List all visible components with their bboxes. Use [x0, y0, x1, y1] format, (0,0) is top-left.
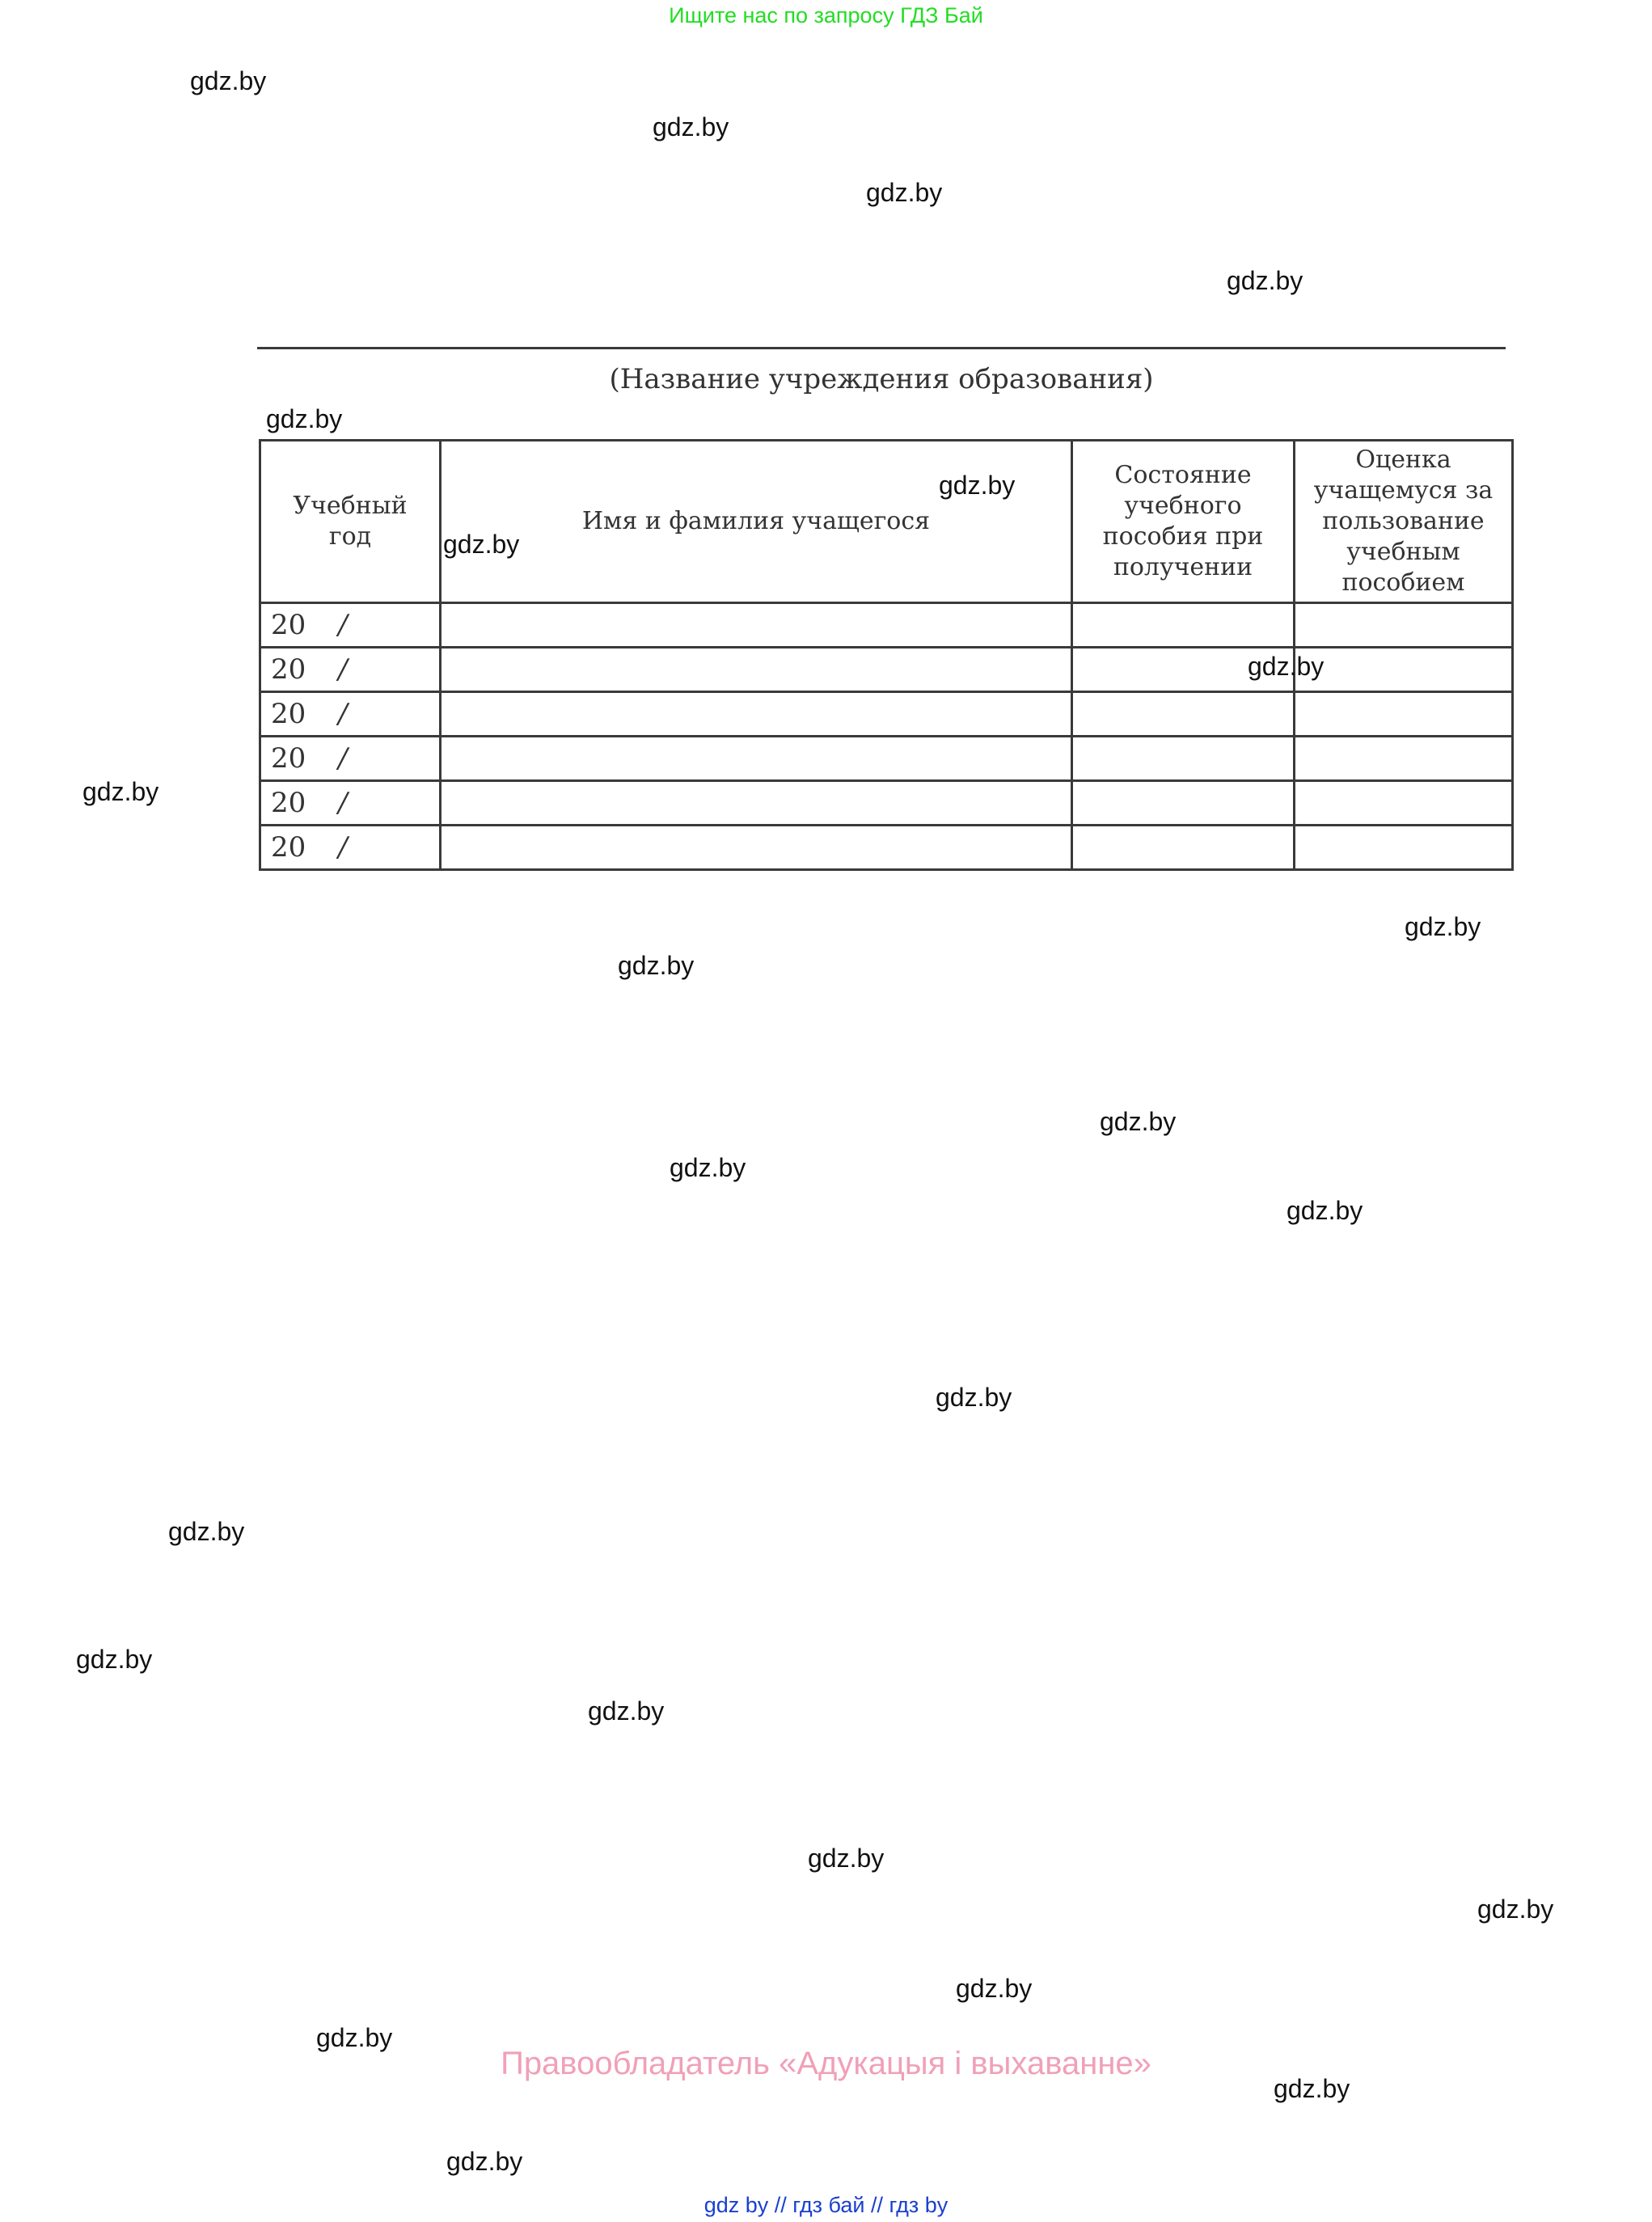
watermark: gdz.by	[1405, 912, 1481, 941]
year-prefix: 20	[271, 698, 306, 730]
watermark: gdz.by	[653, 112, 729, 142]
watermark: gdz.by	[446, 2147, 523, 2176]
copyright-holder: Правообладатель «Адукацыя і выхаванне»	[501, 2046, 1151, 2081]
school-year-cell	[260, 692, 441, 737]
watermark: gdz.by	[1287, 1196, 1363, 1225]
year-prefix: 20	[271, 742, 306, 775]
watermark: gdz.by	[82, 777, 159, 806]
col-header-student-name: Имя и фамилия учащегося	[441, 441, 1072, 603]
institution-caption: (Название учреждения образования)	[609, 363, 1154, 395]
year-slash: /	[338, 609, 348, 641]
watermark: gdz.by	[866, 178, 943, 207]
watermark: gdz.by	[1477, 1895, 1554, 1924]
year-slash: /	[338, 831, 348, 864]
student-name-cell[interactable]	[441, 692, 1072, 737]
grade-cell[interactable]	[1295, 737, 1513, 781]
col-header-condition: Состояние учебного пособия при получении	[1072, 441, 1295, 603]
year-slash: /	[338, 698, 348, 730]
table-row	[260, 826, 1513, 870]
table-row	[260, 603, 1513, 648]
watermark: gdz.by	[588, 1696, 665, 1726]
school-year-cell	[260, 737, 441, 781]
table-row	[260, 692, 1513, 737]
grade-cell[interactable]	[1295, 826, 1513, 870]
grade-cell[interactable]	[1295, 781, 1513, 826]
condition-cell[interactable]	[1072, 737, 1295, 781]
condition-cell[interactable]	[1072, 826, 1295, 870]
year-slash: /	[338, 653, 348, 686]
textbook-usage-table	[259, 439, 1514, 871]
watermark: gdz.by	[939, 471, 1016, 500]
search-banner: Ищите нас по запросу ГДЗ Бай	[669, 3, 983, 27]
watermark: gdz.by	[168, 1517, 245, 1546]
col-header-school-year: Учебный год	[260, 441, 441, 603]
table-row	[260, 737, 1513, 781]
watermark: gdz.by	[443, 530, 520, 559]
col-header-grade: Оценка учащемуся за пользование учебным пособием	[1295, 441, 1513, 603]
grade-cell[interactable]	[1295, 603, 1513, 648]
student-name-cell[interactable]	[441, 603, 1072, 648]
watermark: gdz.by	[936, 1383, 1012, 1412]
year-prefix: 20	[271, 609, 306, 641]
watermark: gdz.by	[956, 1974, 1033, 2003]
school-year-cell	[260, 781, 441, 826]
condition-cell[interactable]	[1072, 603, 1295, 648]
table-header-row	[260, 441, 1513, 603]
school-year-cell	[260, 648, 441, 692]
watermark: gdz.by	[670, 1153, 746, 1182]
student-name-cell[interactable]	[441, 781, 1072, 826]
student-name-cell[interactable]	[441, 737, 1072, 781]
student-name-cell[interactable]	[441, 826, 1072, 870]
table-row	[260, 648, 1513, 692]
watermark: gdz.by	[190, 66, 267, 95]
condition-cell[interactable]	[1072, 692, 1295, 737]
school-year-cell	[260, 603, 441, 648]
condition-cell[interactable]	[1072, 781, 1295, 826]
watermark: gdz.by	[808, 1844, 885, 1873]
watermark: gdz.by	[1227, 266, 1303, 295]
year-prefix: 20	[271, 653, 306, 686]
watermark: gdz.by	[316, 2023, 393, 2052]
watermark: gdz.by	[76, 1645, 153, 1674]
watermark: gdz.by	[1248, 652, 1325, 681]
year-slash: /	[338, 742, 348, 775]
watermark: gdz.by	[1274, 2074, 1350, 2103]
footer-links[interactable]: gdz by // гдз бай // гдз by	[703, 2193, 949, 2217]
year-slash: /	[338, 787, 348, 819]
year-prefix: 20	[271, 787, 306, 819]
watermark: gdz.by	[618, 951, 695, 980]
student-name-cell[interactable]	[441, 648, 1072, 692]
table-row	[260, 781, 1513, 826]
school-year-cell	[260, 826, 441, 870]
year-prefix: 20	[271, 831, 306, 864]
watermark: gdz.by	[266, 404, 343, 433]
watermark: gdz.by	[1100, 1107, 1177, 1136]
grade-cell[interactable]	[1295, 692, 1513, 737]
grade-cell[interactable]	[1295, 648, 1513, 692]
institution-name-line	[257, 347, 1506, 349]
